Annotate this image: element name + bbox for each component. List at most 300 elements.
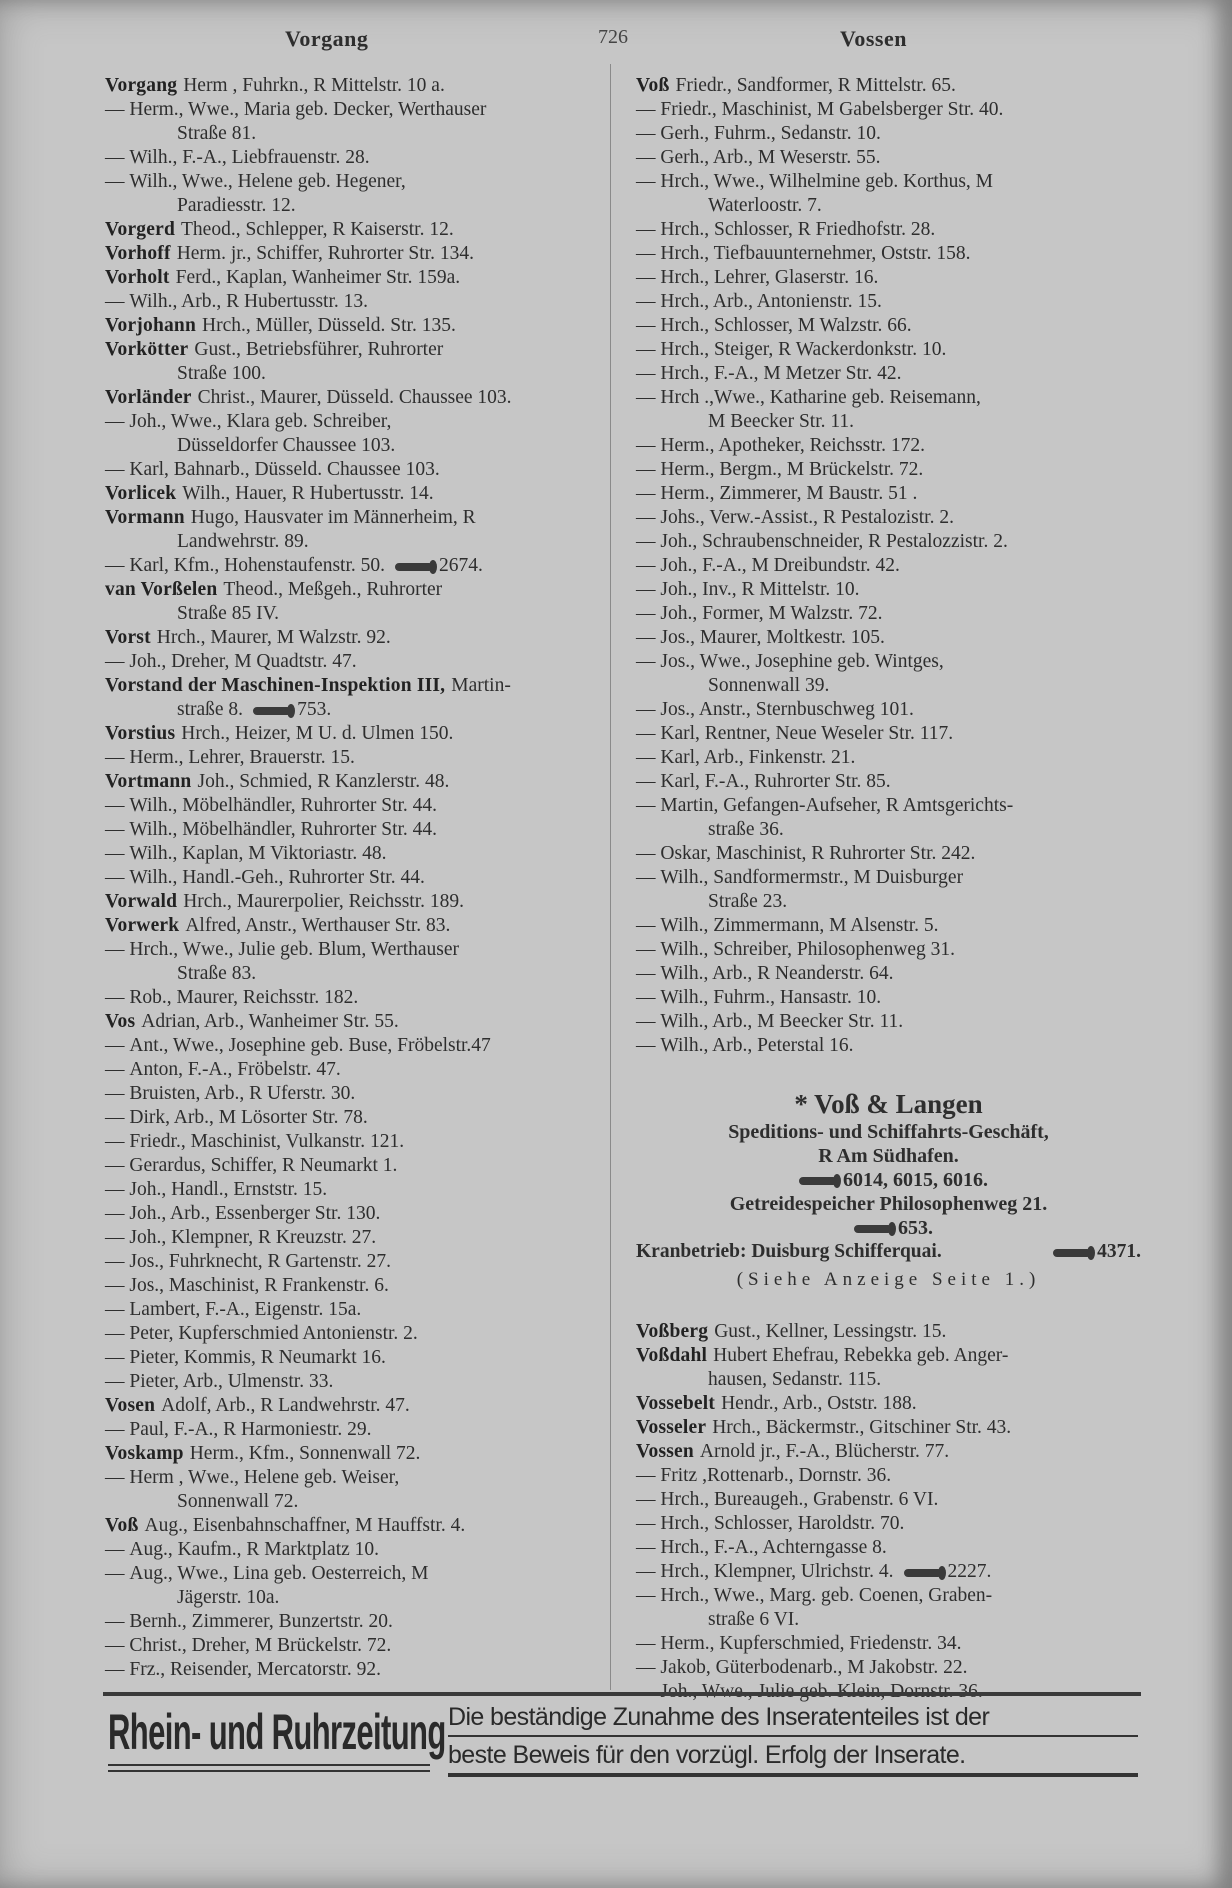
entry-surname: Voß	[636, 75, 670, 96]
entry-details: Joh., Klempner, R Kreuzstr. 27.	[129, 1227, 377, 1248]
entry-first-line	[105, 1635, 391, 1656]
directory-entry	[105, 1106, 585, 1130]
directory-entry	[105, 1130, 585, 1154]
entry-first-line	[636, 555, 900, 576]
directory-entry	[636, 506, 1141, 530]
directory-entry	[636, 1344, 1141, 1392]
entry-first-line	[636, 651, 944, 672]
directory-entry	[105, 1178, 585, 1202]
left-column	[105, 74, 585, 1682]
banner-slogan	[448, 1703, 1138, 1781]
entry-details: Gerardus, Schiffer, R Neumarkt 1.	[129, 1155, 398, 1176]
entry-surname: Vossen	[636, 1441, 694, 1462]
banner-rule	[103, 1692, 1141, 1696]
entry-surname: Vorländer	[105, 387, 192, 408]
directory-entry	[105, 1514, 585, 1538]
entry-details: Hrch., Maurer, M Walzstr. 92.	[156, 627, 391, 648]
entry-details: Martin, Gefangen-Aufseher, R Amtsgerichts-	[660, 795, 1014, 816]
directory-entry	[636, 530, 1141, 554]
entry-details: Rob., Maurer, Reichsstr. 182.	[129, 987, 359, 1008]
entry-continuation-text: Jägerstr. 10a.	[177, 1587, 280, 1608]
entry-details: Joh., F.-A., M Dreibundstr. 42.	[660, 555, 900, 576]
directory-entry	[105, 170, 585, 218]
directory-entry	[105, 506, 585, 554]
entry-details: Wilh., Hauer, R Hubertusstr. 14.	[182, 483, 434, 504]
slogan-line-1: Die beständige Zunahme des Inseratenteiles ist der	[448, 1703, 1138, 1737]
directory-entry	[105, 1394, 585, 1418]
telephone-number: 2227.	[947, 1561, 992, 1582]
entry-details: Hrch., Wwe., Julie geb. Blum, Werthauser	[129, 939, 460, 960]
entry-first-line	[105, 387, 512, 408]
entry-first-line	[105, 1515, 465, 1536]
entry-details: Fritz ,Rottenarb., Dornstr. 36.	[660, 1465, 892, 1486]
crane-text: Kranbetrieb: Duisburg Schifferquai.	[636, 1241, 942, 1262]
directory-entry	[636, 1320, 1141, 1344]
right-column-top-entries	[636, 74, 1141, 1058]
entry-details: Bruisten, Arb., R Uferstr. 30.	[129, 1083, 356, 1104]
company-listing-voss-langen	[636, 1088, 1141, 1292]
entry-first-line	[105, 1419, 372, 1440]
entry-continuation-text: straße 8.	[177, 699, 244, 720]
entry-continuation	[105, 1586, 585, 1610]
entry-first-line	[636, 1561, 991, 1582]
directory-entry	[105, 1442, 585, 1466]
entry-details: Wilh., Fuhrm., Hansastr. 10.	[660, 987, 882, 1008]
entry-details: Joh., Arb., Essenberger Str. 130.	[129, 1203, 381, 1224]
directory-entry	[105, 842, 585, 866]
telephone-icon	[1053, 1249, 1089, 1257]
entry-details: Aug., Wwe., Lina geb. Oesterreich, M	[129, 1563, 429, 1584]
company-phones-row	[636, 1168, 1141, 1192]
entry-first-line	[105, 147, 370, 168]
entry-first-line	[636, 867, 963, 888]
directory-entry	[636, 1392, 1141, 1416]
entry-details: Dirk, Arb., M Lösorter Str. 78.	[129, 1107, 368, 1128]
entry-details: Karl, Arb., Finkenstr. 21.	[660, 747, 856, 768]
company-address: R Am Südhafen.	[818, 1145, 959, 1167]
entry-details: Wilh., Wwe., Helene geb. Hegener,	[129, 171, 406, 192]
entry-first-line	[636, 243, 970, 264]
entry-details: Peter, Kupferschmied Antonienstr. 2.	[129, 1323, 418, 1344]
granary-phone-row	[636, 1216, 1141, 1240]
directory-entry	[105, 1058, 585, 1082]
entry-details: Martin-	[451, 675, 511, 696]
entry-first-line	[105, 579, 442, 600]
directory-entry	[636, 1010, 1141, 1034]
entry-first-line	[105, 747, 355, 768]
entry-first-line	[636, 99, 1003, 120]
entry-first-line	[105, 819, 437, 840]
directory-entry	[105, 482, 585, 506]
entry-continuation	[636, 194, 1141, 218]
entry-continuation-text: hausen, Sedanstr. 115.	[708, 1369, 882, 1390]
entry-details: Wilh., Sandformermstr., M Duisburger	[660, 867, 964, 888]
right-column-bottom-entries	[636, 1320, 1141, 1704]
entry-first-line	[105, 1131, 404, 1152]
entry-details: Theod., Schlepper, R Kaiserstr. 12.	[181, 219, 454, 240]
entry-first-line	[636, 75, 956, 96]
directory-entry	[105, 866, 585, 890]
directory-entry	[105, 626, 585, 650]
entry-first-line	[105, 483, 434, 504]
directory-entry	[636, 794, 1141, 842]
entry-first-line	[105, 891, 464, 912]
entry-first-line	[105, 1323, 418, 1344]
entry-details: Paul, F.-A., R Harmoniestr. 29.	[129, 1419, 372, 1440]
entry-details: Ferd., Kaplan, Wanheimer Str. 159a.	[175, 267, 461, 288]
entry-first-line	[636, 459, 923, 480]
entry-details: Hrch., Bureaugeh., Grabenstr. 6 VI.	[660, 1489, 939, 1510]
entry-first-line	[636, 1465, 891, 1486]
entry-first-line	[105, 267, 460, 288]
entry-first-line	[636, 1441, 949, 1462]
directory-entry	[636, 386, 1141, 434]
entry-first-line	[105, 339, 443, 360]
directory-entry	[636, 122, 1141, 146]
entry-details: Wilh., Schreiber, Philosophenweg 31.	[660, 939, 956, 960]
directory-entry	[105, 1562, 585, 1610]
entry-details: Hendr., Arb., Oststr. 188.	[721, 1393, 917, 1414]
entry-continuation-text: Sonnenwall 72.	[177, 1491, 299, 1512]
entry-details: Friedr., Maschinist, Vulkanstr. 121.	[129, 1131, 405, 1152]
entry-details: Karl, F.-A., Ruhrorter Str. 85.	[660, 771, 891, 792]
entry-first-line	[105, 243, 474, 264]
entry-first-line	[105, 987, 358, 1008]
entry-first-line	[105, 771, 449, 792]
entry-surname: Vorgang	[105, 75, 178, 96]
entry-details: Herm , Fuhrkn., R Mittelstr. 10 a.	[183, 75, 445, 96]
entry-first-line	[105, 939, 459, 960]
entry-details: Karl, Rentner, Neue Weseler Str. 117.	[660, 723, 954, 744]
entry-details: Herm., Kupferschmied, Friedenstr. 34.	[660, 1633, 962, 1654]
directory-entry	[105, 146, 585, 170]
entry-first-line	[636, 1035, 853, 1056]
directory-entry	[636, 1560, 1141, 1584]
entry-first-line	[636, 1585, 992, 1606]
entry-first-line	[105, 75, 445, 96]
entry-details: Johs., Verw.-Assist., R Pestalozistr. 2.	[660, 507, 954, 528]
entry-continuation-text: Sonnenwall 39.	[708, 675, 830, 696]
telephone-number: 2674.	[439, 555, 483, 576]
page-number: 726	[598, 26, 628, 48]
directory-entry	[105, 1322, 585, 1346]
telephone-icon	[395, 563, 431, 571]
directory-entry	[636, 986, 1141, 1010]
entry-first-line	[105, 411, 391, 432]
directory-entry	[105, 554, 585, 578]
telephone-icon	[904, 1569, 940, 1577]
entry-surname: Voßberg	[636, 1321, 709, 1342]
entry-details: Joh., Wwe., Klara geb. Schreiber,	[129, 411, 392, 432]
entry-continuation	[105, 362, 585, 386]
directory-entry	[105, 794, 585, 818]
entry-details: Wilh., F.-A., Liebfrauenstr. 28.	[129, 147, 370, 168]
entry-continuation-text: Waterloostr. 7.	[708, 195, 822, 216]
directory-entry	[105, 458, 585, 482]
entry-details: Wilh., Arb., R Neanderstr. 64.	[660, 963, 894, 984]
entry-first-line	[636, 507, 954, 528]
entry-details: Pieter, Kommis, R Neumarkt 16.	[129, 1347, 386, 1368]
entry-details: Hrch., Schlosser, R Friedhofstr. 28.	[660, 219, 936, 240]
directory-entry	[105, 338, 585, 386]
directory-entry	[636, 74, 1141, 98]
directory-entry	[636, 98, 1141, 122]
directory-entry	[636, 746, 1141, 770]
entry-first-line	[636, 1345, 1008, 1366]
directory-entry	[636, 554, 1141, 578]
entry-details: Herm., Wwe., Maria geb. Decker, Werthauser	[129, 99, 487, 120]
directory-entry	[636, 434, 1141, 458]
directory-entry	[105, 1418, 585, 1442]
entry-first-line	[636, 723, 953, 744]
entry-details: Friedr., Sandformer, R Mittelstr. 65.	[675, 75, 956, 96]
entry-first-line	[636, 531, 1008, 552]
directory-entry	[636, 626, 1141, 650]
entry-surname: Vorwerk	[105, 915, 180, 936]
entry-first-line	[105, 555, 483, 576]
entry-first-line	[105, 1611, 393, 1632]
entry-first-line	[105, 1371, 333, 1392]
crane-phone: 4371.	[1097, 1241, 1141, 1262]
right-column	[636, 74, 1141, 1704]
entry-first-line	[105, 1059, 341, 1080]
running-head-right: Vossen	[840, 26, 907, 51]
entry-details: Hrch., Lehrer, Glaserstr. 16.	[660, 267, 879, 288]
directory-entry	[105, 1346, 585, 1370]
entry-first-line	[636, 1321, 946, 1342]
directory-entry	[636, 170, 1141, 218]
entry-continuation	[105, 530, 585, 554]
entry-first-line	[636, 363, 901, 384]
directory-entry	[636, 914, 1141, 938]
directory-entry	[636, 602, 1141, 626]
directory-entry	[636, 1536, 1141, 1560]
entry-first-line	[636, 579, 860, 600]
entry-continuation-text: straße 6 VI.	[708, 1609, 800, 1630]
entry-continuation	[636, 1608, 1141, 1632]
entry-first-line	[636, 219, 935, 240]
entry-details: Gust., Kellner, Lessingstr. 15.	[714, 1321, 947, 1342]
entry-details: Christ., Dreher, M Brückelstr. 72.	[129, 1635, 392, 1656]
entry-first-line	[636, 267, 878, 288]
entry-first-line	[105, 915, 450, 936]
entry-details: Jakob, Güterbodenarb., M Jakobstr. 22.	[660, 1657, 968, 1678]
directory-entry	[105, 1274, 585, 1298]
entry-details: Joh., Schmied, R Kanzlerstr. 48.	[197, 771, 450, 792]
entry-surname: Vormann	[105, 507, 185, 528]
entry-details: Alfred, Anstr., Werthauser Str. 83.	[185, 915, 451, 936]
directory-entry	[636, 458, 1141, 482]
entry-details: Joh., Former, M Walzstr. 72.	[660, 603, 883, 624]
directory-entry	[105, 818, 585, 842]
entry-details: Hrch., Bäckermstr., Gitschiner Str. 43.	[712, 1417, 1012, 1438]
entry-first-line	[636, 1513, 904, 1534]
directory-entry	[105, 986, 585, 1010]
entry-first-line	[105, 867, 425, 888]
entry-details: Ant., Wwe., Josephine geb. Buse, Fröbelstr.47	[129, 1035, 491, 1056]
directory-entry	[636, 314, 1141, 338]
entry-details: Herm , Wwe., Helene geb. Weiser,	[129, 1467, 400, 1488]
entry-details: Frz., Reisender, Mercatorstr. 92.	[129, 1659, 381, 1680]
entry-surname: Voskamp	[105, 1443, 184, 1464]
entry-first-line	[105, 723, 453, 744]
entry-continuation	[636, 1368, 1141, 1392]
entry-details: Friedr., Maschinist, M Gabelsberger Str. 40.	[660, 99, 1004, 120]
entry-details: Hrch., Klempner, Ulrichstr. 4.	[660, 1561, 894, 1582]
entry-details: Jos., Wwe., Josephine geb. Wintges,	[660, 651, 944, 672]
directory-entry	[636, 362, 1141, 386]
entry-continuation-text: Straße 100.	[177, 363, 266, 384]
directory-entry	[636, 650, 1141, 698]
entry-surname: Vorwald	[105, 891, 178, 912]
entry-details: Herm., Kfm., Sonnenwall 72.	[189, 1443, 421, 1464]
entry-first-line	[636, 1489, 938, 1510]
directory-entry	[105, 1010, 585, 1034]
directory-entry	[636, 1512, 1141, 1536]
entry-details: Oskar, Maschinist, R Ruhrorter Str. 242.	[660, 843, 976, 864]
entry-first-line	[105, 291, 368, 312]
directory-entry	[105, 1154, 585, 1178]
directory-entry	[636, 770, 1141, 794]
entry-first-line	[636, 1011, 903, 1032]
entry-details: Wilh., Handl.-Geh., Ruhrorter Str. 44.	[129, 867, 425, 888]
entry-surname: Vosseler	[636, 1417, 707, 1438]
entry-first-line	[636, 483, 917, 504]
telephone-icon	[854, 1225, 890, 1233]
entry-details: Hrch., Wwe., Wilhelmine geb. Korthus, M	[660, 171, 994, 192]
entry-details: Hrch., F.-A., M Metzer Str. 42.	[660, 363, 902, 384]
telephone-icon	[799, 1177, 835, 1185]
entry-surname: Vorst	[105, 627, 151, 648]
entry-details: Wilh., Arb., M Beecker Str. 11.	[660, 1011, 904, 1032]
entry-first-line	[636, 843, 975, 864]
column-divider	[610, 64, 611, 1690]
entry-surname: Vorholt	[105, 267, 170, 288]
entry-continuation-text: Düsseldorfer Chaussee 103.	[177, 435, 396, 456]
directory-entry	[105, 314, 585, 338]
entry-continuation	[105, 962, 585, 986]
entry-details: Wilh., Arb., Peterstal 16.	[660, 1035, 854, 1056]
entry-details: Anton, F.-A., Fröbelstr. 47.	[129, 1059, 341, 1080]
entry-details: Joh., Handl., Ernststr. 15.	[129, 1179, 328, 1200]
entry-details: Gerh., Arb., M Weserstr. 55.	[660, 147, 881, 168]
entry-details: Herm., Apotheker, Reichsstr. 172.	[660, 435, 925, 456]
entry-surname: van Vorßelen	[105, 579, 218, 600]
directory-entry	[636, 242, 1141, 266]
entry-details: Christ., Maurer, Düsseld. Chaussee 103.	[197, 387, 512, 408]
entry-first-line	[105, 1011, 399, 1032]
entry-continuation	[636, 818, 1141, 842]
entry-details: Hrch., Maurerpolier, Reichsstr. 189.	[183, 891, 465, 912]
directory-entry	[105, 1250, 585, 1274]
entry-first-line	[105, 1443, 420, 1464]
entry-first-line	[636, 387, 981, 408]
entry-first-line	[636, 603, 882, 624]
entry-first-line	[636, 1417, 1011, 1438]
entry-surname: Voßdahl	[636, 1345, 708, 1366]
directory-entry	[105, 1298, 585, 1322]
entry-continuation-text: straße 36.	[708, 819, 784, 840]
entry-continuation	[105, 602, 585, 626]
directory-entry	[636, 218, 1141, 242]
directory-entry	[105, 1610, 585, 1634]
company-granary: Getreidespeicher Philosophenweg 21.	[729, 1193, 1048, 1215]
company-title: * Voß & Langen	[794, 1089, 983, 1119]
entry-first-line	[636, 339, 946, 360]
directory-entry	[636, 1632, 1141, 1656]
entry-details: Jos., Maschinist, R Frankenstr. 6.	[129, 1275, 389, 1296]
entry-surname: Vorgerd	[105, 219, 176, 240]
entry-surname: Vossebelt	[636, 1393, 716, 1414]
entry-details: Adrian, Arb., Wanheimer Str. 55.	[141, 1011, 399, 1032]
entry-continuation	[105, 1490, 585, 1514]
entry-first-line	[105, 1251, 391, 1272]
entry-first-line	[636, 123, 881, 144]
entry-details: Hrch., F.-A., Achterngasse 8.	[660, 1537, 887, 1558]
directory-entry	[636, 1440, 1141, 1464]
entry-first-line	[636, 795, 1013, 816]
entry-details: Aug., Eisenbahnschaffner, M Hauffstr. 4.	[144, 1515, 466, 1536]
entry-first-line	[105, 1467, 399, 1488]
directory-entry	[636, 1464, 1141, 1488]
directory-entry	[636, 146, 1141, 170]
directory-entry	[636, 1488, 1141, 1512]
directory-entry	[105, 1226, 585, 1250]
entry-first-line	[105, 651, 357, 672]
directory-entry	[105, 722, 585, 746]
entry-first-line	[105, 1563, 428, 1584]
entry-first-line	[636, 1393, 917, 1414]
entry-details: Joh., Schraubenschneider, R Pestalozzistr. 2.	[660, 531, 1008, 552]
directory-entry	[105, 98, 585, 146]
entry-continuation-text: Landwehrstr. 89.	[177, 531, 309, 552]
directory-entry	[105, 746, 585, 770]
directory-entry	[636, 938, 1141, 962]
directory-entry	[636, 698, 1141, 722]
entry-first-line	[636, 915, 939, 936]
entry-surname: Vorstius	[105, 723, 176, 744]
entry-continuation	[105, 434, 585, 458]
directory-entry	[636, 482, 1141, 506]
entry-surname: Vosen	[105, 1395, 156, 1416]
directory-entry	[105, 938, 585, 986]
entry-details: Jos., Maurer, Moltkestr. 105.	[660, 627, 885, 648]
entry-first-line	[105, 1395, 410, 1416]
entry-details: Hrch., Wwe., Marg. geb. Coenen, Graben-	[660, 1585, 993, 1606]
entry-first-line	[105, 1107, 368, 1128]
entry-details: Wilh., Arb., R Hubertusstr. 13.	[129, 291, 369, 312]
entry-first-line	[636, 1657, 967, 1678]
entry-details: Hrch., Tiefbauunternehmer, Oststr. 158.	[660, 243, 971, 264]
slogan-line-2: beste Beweis für den vorzügl. Erfolg der Inserate.	[448, 1741, 1138, 1777]
directory-entry	[105, 290, 585, 314]
entry-details: Hubert Ehefrau, Rebekka geb. Anger-	[713, 1345, 1009, 1366]
directory-entry	[636, 1656, 1141, 1680]
directory-entry	[105, 1202, 585, 1226]
directory-entry	[636, 1416, 1141, 1440]
entry-details: Aug., Kaufm., R Marktplatz 10.	[129, 1539, 380, 1560]
directory-entry	[636, 578, 1141, 602]
directory-entry	[105, 242, 585, 266]
entry-details: Hrch., Arb., Antonienstr. 15.	[660, 291, 882, 312]
entry-first-line	[636, 987, 881, 1008]
directory-entry	[105, 218, 585, 242]
entry-first-line	[636, 171, 993, 192]
entry-first-line	[636, 771, 891, 792]
entry-first-line	[105, 795, 437, 816]
directory-entry	[105, 1538, 585, 1562]
entry-first-line	[636, 939, 955, 960]
